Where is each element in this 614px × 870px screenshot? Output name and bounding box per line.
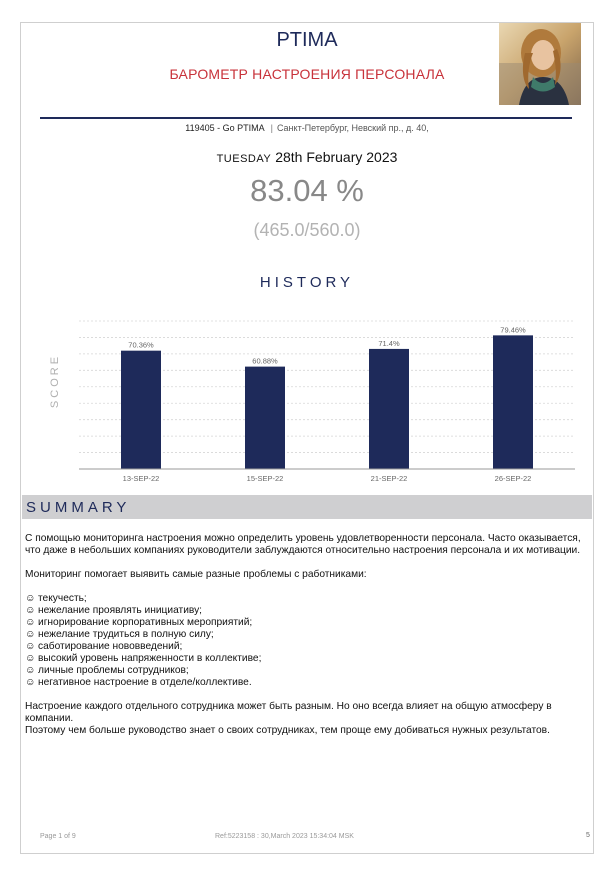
chart-bar xyxy=(493,335,533,469)
chart-x-tick-label: 26-SEP-22 xyxy=(494,474,532,483)
list-item: ☺ высокий уровень напряженности в коллективе; xyxy=(25,653,262,664)
smile-icon: ☺ xyxy=(25,665,36,676)
chart-data-label: 70.36% xyxy=(128,340,154,350)
summary-closing-2: Поэтому чем больше руководство знает о своих сотрудниках, тем проще ему добиваться нужных результатов. xyxy=(25,725,550,736)
company-name: PTIMA xyxy=(276,29,338,51)
smile-icon: ☺ xyxy=(25,677,36,688)
address-city: Санкт-Петербург, Невский пр., д. 40, xyxy=(276,123,429,133)
list-item: ☺ негативное настроение в отделе/коллективе. xyxy=(25,677,252,688)
day-of-week: TUESDAY xyxy=(216,153,272,165)
problem-list xyxy=(25,593,591,689)
summary-title: SUMMARY xyxy=(26,499,131,516)
chart-x-tick-label: 13-SEP-22 xyxy=(122,474,160,483)
footer-reference: Ref:5223158 : 30,March 2023 15:34:04 MSK xyxy=(215,833,354,840)
smile-icon: ☺ xyxy=(25,617,36,628)
address-line xyxy=(21,123,593,133)
profile-photo xyxy=(499,23,581,105)
smile-icon: ☺ xyxy=(25,629,36,640)
chart-data-label: 71.4% xyxy=(378,338,400,348)
chart-bar xyxy=(121,351,161,469)
chart-bar xyxy=(369,349,409,469)
corner-mark: 5 xyxy=(586,832,590,839)
summary-body xyxy=(25,533,591,737)
chart-y-axis-label: SCORE xyxy=(49,353,61,409)
report-date xyxy=(21,149,593,167)
footer-page-number: Page 1 of 9 xyxy=(40,833,76,840)
smile-icon: ☺ xyxy=(25,593,36,604)
summary-intro: С помощью мониторинга настроения можно определить уровень удовлетворенности персонала. Часто оказывается, что даже в небольших компаниях руководители заблуждаются относительно настроения персонала и их мотивации. xyxy=(25,533,581,556)
history-title: HISTORY xyxy=(259,274,355,291)
summary-problems-intro: Мониторинг помогает выявить самые разные проблемы с работниками: xyxy=(25,569,367,580)
list-item: ☺ нежелание проявлять инициативу; xyxy=(25,605,202,616)
list-item: ☺ саботирование нововведений; xyxy=(25,641,183,652)
address-code: 119405 - Go PTIMA xyxy=(185,123,265,133)
report-page xyxy=(20,22,594,854)
list-item: ☺ текучесть; xyxy=(25,593,87,604)
address-separator: | xyxy=(270,123,273,133)
chart-x-tick-label: 15-SEP-22 xyxy=(246,474,284,483)
report-subtitle: БАРОМЕТР НАСТРОЕНИЯ ПЕРСОНАЛА xyxy=(169,66,445,82)
smile-icon: ☺ xyxy=(25,641,36,652)
profile-photo-image xyxy=(499,23,581,105)
summary-header xyxy=(22,495,592,519)
header-divider xyxy=(40,117,572,119)
history-chart-svg xyxy=(77,303,577,493)
smile-icon: ☺ xyxy=(25,605,36,616)
list-item: ☺ игнорирование корпоративных мероприятий; xyxy=(25,617,253,628)
chart-data-label: 60.88% xyxy=(252,356,278,366)
chart-bar xyxy=(245,367,285,469)
date-value: 28th February 2023 xyxy=(275,149,398,165)
chart-x-tick-label: 21-SEP-22 xyxy=(370,474,408,483)
smile-icon: ☺ xyxy=(25,653,36,664)
history-chart xyxy=(77,303,577,498)
chart-data-label: 79.46% xyxy=(500,325,526,335)
list-item: ☺ нежелание трудиться в полную силу; xyxy=(25,629,214,640)
score-ratio: (465.0/560.0) xyxy=(253,220,361,240)
summary-closing-1: Настроение каждого отдельного сотрудника может быть разным. Но оно всегда влияет на общую атмосферу в компании. xyxy=(25,701,552,724)
score-percent: 83.04 % xyxy=(250,173,364,208)
list-item: ☺ личные проблемы сотрудников; xyxy=(25,665,189,676)
